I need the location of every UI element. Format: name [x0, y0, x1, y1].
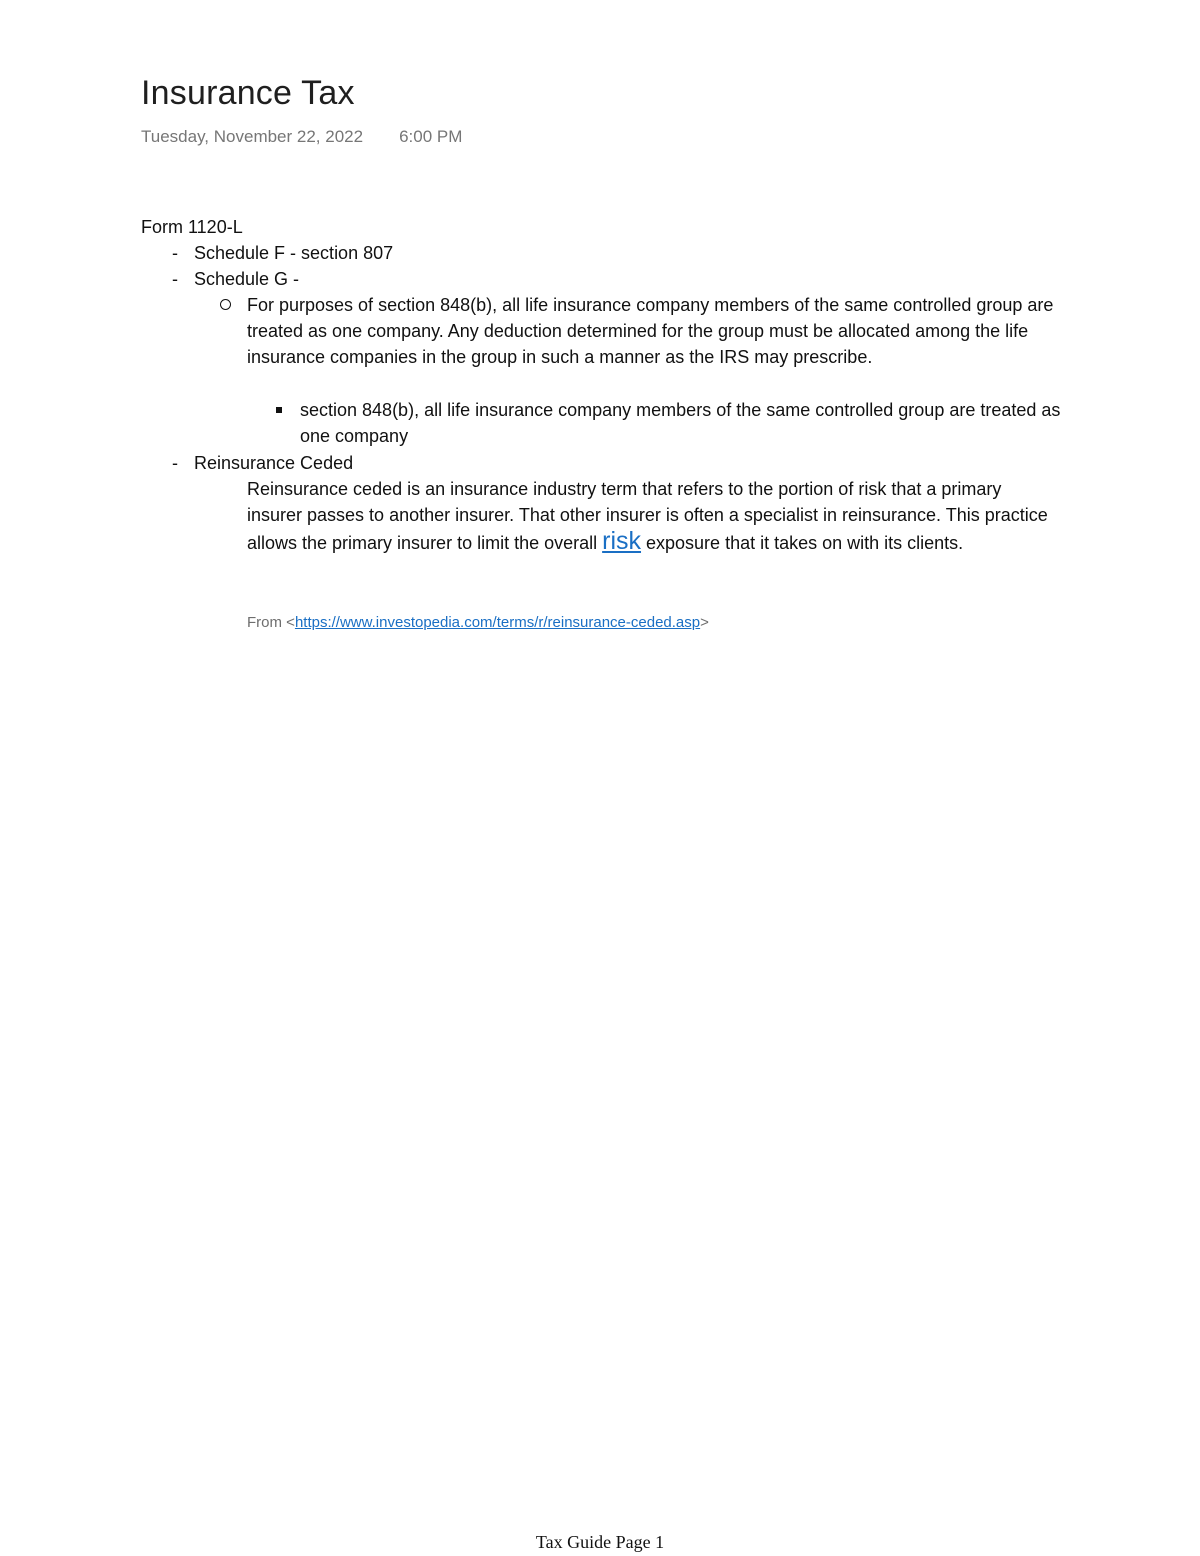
paragraph-text-start: Reinsurance ceded is an insurance industry term that refers to the portion of risk that a primary insurer passes to another insurer. That other insurer is often a specialist in reinsurance. This practice allows the primary insurer to limit the overall — [247, 479, 1048, 553]
circle-bullet-icon — [220, 299, 231, 310]
risk-link[interactable]: risk — [602, 527, 642, 555]
square-bullet-icon — [276, 407, 282, 413]
list-item-reinsurance-ceded — [172, 450, 353, 476]
form-heading: Form 1120-L — [141, 217, 243, 237]
source-link[interactable]: https://www.investopedia.com/terms/r/reinsurance-ceded.asp — [294, 614, 701, 631]
list-item-label: Schedule F - section 807 — [194, 243, 394, 263]
page-timestamp — [141, 127, 462, 147]
page-title: Insurance Tax — [141, 74, 355, 112]
sub-sub-list-item-text: section 848(b), all life insurance company members of the same controlled group are treated as one company — [300, 400, 1061, 446]
page-footer: Tax Guide Page 1 — [535, 1532, 665, 1552]
list-item-schedule-f — [172, 240, 393, 266]
dash-bullet: - — [172, 243, 178, 263]
source-suffix: > — [700, 614, 709, 631]
dash-bullet: - — [172, 453, 178, 473]
list-item-schedule-g — [172, 266, 299, 292]
reinsurance-paragraph — [247, 476, 1057, 556]
source-citation — [247, 610, 709, 636]
list-item-label: Reinsurance Ceded — [194, 453, 354, 473]
source-prefix: From < — [247, 614, 295, 631]
dash-bullet: - — [172, 269, 178, 289]
list-item-label: Schedule G - — [194, 269, 300, 289]
sub-list-item-text: For purposes of section 848(b), all life insurance company members of the same controlled group are treated as one company. Any deduction determined for the group must be allocated among the life insurance companies in the group in such a manner as the IRS may prescribe. — [247, 295, 1054, 367]
page-time: 6:00 PM — [399, 127, 463, 146]
paragraph-text-end: exposure that it takes on with its clients. — [641, 533, 964, 553]
page-date: Tuesday, November 22, 2022 — [141, 127, 364, 146]
